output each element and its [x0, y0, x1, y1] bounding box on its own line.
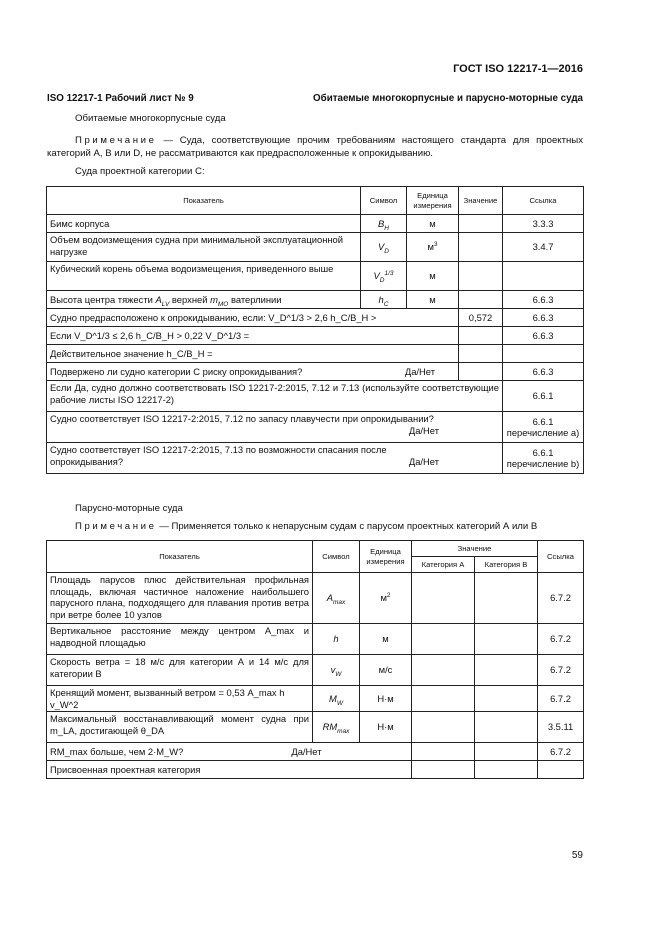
row-ref: 6.6.1 перечисление а)	[503, 412, 584, 443]
row-label: Присвоенная проектная категория	[47, 761, 412, 779]
row-ref: 6.6.3	[503, 327, 584, 345]
row-value-cell[interactable]	[459, 363, 503, 381]
note-text: — Суда, соответствующие прочим требованиям настоящего стандарта для проектных категорий А, В или D, не рассматриваются как предрасположенные к опрокидыванию.	[47, 135, 583, 159]
row-value-a-cell[interactable]	[412, 743, 475, 761]
row-unit: $м^3$	[407, 233, 459, 262]
multihull-table	[46, 186, 584, 474]
table-row	[47, 215, 584, 233]
row-ref: 6.7.2	[538, 743, 584, 761]
row-label: Максимальный восстанавливающий момент судна при m_LA, достигающей θ_DA	[47, 712, 313, 743]
row-value-b-cell[interactable]	[475, 712, 538, 743]
section-title: Обитаемые многокорпусные и парусно-моторные суда	[313, 93, 583, 104]
row-unit: м	[407, 291, 459, 309]
row-ref: 3.3.3	[503, 215, 584, 233]
row-value-b-cell[interactable]	[475, 743, 538, 761]
row-symbol: $v_W$	[313, 655, 360, 686]
row-symbol: $h_C$	[361, 291, 407, 309]
note-text: — Применяется только к непарусным судам с парусом проектных категорий А или В	[156, 521, 538, 532]
row-unit: м	[407, 215, 459, 233]
row-unit: Н·м	[360, 712, 412, 743]
row-symbol: h	[313, 624, 360, 655]
table-row	[47, 291, 584, 309]
row-label: Бимс корпуса	[47, 215, 361, 233]
row-value-b-cell[interactable]	[475, 655, 538, 686]
row-symbol: $V_D$	[361, 233, 407, 262]
table-row	[47, 761, 584, 779]
row-ref: 6.6.1 перечисление b)	[503, 443, 584, 474]
motorsail-heading: Парусно-моторные суда	[75, 503, 183, 514]
row-ref: 6.7.2	[538, 624, 584, 655]
page-number: 59	[571, 850, 583, 861]
table-row	[47, 345, 584, 363]
row-value-cell[interactable]	[459, 327, 503, 345]
row-value-cell[interactable]	[459, 262, 503, 291]
row-ref: 6.7.2	[538, 573, 584, 624]
row-label: Действительное значение h_C/B_H =	[47, 345, 459, 363]
note-label: Примечание	[75, 521, 157, 532]
row-label: Кубический корень объема водоизмещения, приведенного выше	[47, 262, 361, 291]
col-category-b: Категория В	[475, 557, 538, 573]
table-header-row	[47, 187, 584, 215]
table-row	[47, 233, 584, 262]
table-row	[47, 443, 584, 474]
row-symbol: $V_D^{1/3}$	[361, 262, 407, 291]
row-value-b-cell[interactable]	[475, 686, 538, 712]
row-symbol: $RM_{max}$	[313, 712, 360, 743]
yes-no[interactable]: Да/Нет	[291, 745, 322, 757]
row-label: Судно соответствует ISO 12217-2:2015, 7.13 по возможности спасания после опрокидывания? Да/Нет	[47, 443, 503, 474]
multihull-heading: Обитаемые многокорпусные суда	[75, 113, 226, 124]
yes-no[interactable]: Да/Нет	[408, 455, 439, 467]
col-reference: Ссылка	[503, 187, 584, 215]
table-row	[47, 363, 584, 381]
row-ref: 3.5.11	[538, 712, 584, 743]
table-row	[47, 412, 584, 443]
note-label: Примечание	[75, 135, 157, 146]
row-unit: Н·м	[360, 686, 412, 712]
row-value-cell[interactable]	[459, 233, 503, 262]
col-unit: Единица измерения	[360, 541, 412, 573]
table-row	[47, 743, 584, 761]
motorsail-table	[46, 540, 584, 779]
row-ref: 6.6.1	[503, 381, 584, 412]
row-label: Подвержено ли судно категории С риску опрокидывания? Да/Нет	[47, 363, 459, 381]
row-symbol: $A_{max}$	[313, 573, 360, 624]
yes-no[interactable]: Да/Нет	[404, 365, 435, 377]
col-indicator: Показатель	[47, 541, 313, 573]
row-ref: 6.6.3	[503, 291, 584, 309]
table-row	[47, 327, 584, 345]
row-ref: 6.7.2	[538, 655, 584, 686]
row-value-b-cell[interactable]	[475, 761, 538, 779]
row-ref: 3.4.7	[503, 233, 584, 262]
multihull-note	[47, 134, 583, 160]
table-row	[47, 686, 584, 712]
col-value: Значение	[459, 187, 503, 215]
row-value-a-cell[interactable]	[412, 761, 475, 779]
row-value: 0,572	[459, 309, 503, 327]
col-category-a: Категория А	[412, 557, 475, 573]
table-row	[47, 573, 584, 624]
table-row	[47, 655, 584, 686]
row-label: Высота центра тяжести $A_{LV}$ верхней $m_{MO}$ ватерлинии	[47, 291, 361, 309]
row-label: Судно соответствует ISO 12217-2:2015, 7.12 по запасу плавучести при опрокидывании? Да/Нет	[47, 412, 503, 443]
row-ref	[503, 345, 584, 363]
row-value-a-cell[interactable]	[412, 573, 475, 624]
col-indicator: Показатель	[47, 187, 361, 215]
row-unit: м	[407, 262, 459, 291]
table-row	[47, 381, 584, 412]
col-symbol: Символ	[361, 187, 407, 215]
motorsail-note	[75, 521, 537, 532]
row-label: Вертикальное расстояние между центром A_max и надводной площадью	[47, 624, 313, 655]
row-label: Если V_D^1/3 ≤ 2,6 h_C/B_H > 0,22 V_D^1/3 =	[47, 327, 459, 345]
row-symbol: $M_W$	[313, 686, 360, 712]
row-value-cell[interactable]	[459, 345, 503, 363]
category-line: Суда проектной категории С:	[75, 166, 205, 177]
row-label: Судно предрасположено к опрокидыванию, если: V_D^1/3 > 2,6 h_C/B_H >	[47, 309, 459, 327]
row-label: Кренящий момент, вызванный ветром = 0,53 A_max h v_W^2	[47, 686, 313, 712]
table-header-row	[47, 541, 584, 557]
table-row	[47, 262, 584, 291]
row-value-cell[interactable]	[459, 291, 503, 309]
row-label: Скорость ветра = 18 м/с для категории А и 14 м/с для категории В	[47, 655, 313, 686]
row-value-a-cell[interactable]	[412, 655, 475, 686]
row-value-cell[interactable]	[459, 215, 503, 233]
col-unit: Единица измерения	[407, 187, 459, 215]
row-ref: 6.6.3	[503, 363, 584, 381]
row-value-b-cell[interactable]	[475, 624, 538, 655]
col-reference: Ссылка	[538, 541, 584, 573]
table-row	[47, 712, 584, 743]
row-value-a-cell[interactable]	[412, 624, 475, 655]
col-symbol: Символ	[313, 541, 360, 573]
row-ref: 6.6.3	[503, 309, 584, 327]
row-value-a-cell[interactable]	[412, 712, 475, 743]
standard-id: ГОСТ ISO 12217-1—2016	[453, 63, 583, 75]
row-ref: 6.7.2	[538, 686, 584, 712]
yes-no[interactable]: Да/Нет	[408, 424, 439, 436]
table-row	[47, 309, 584, 327]
row-ref	[538, 761, 584, 779]
row-label: Объем водоизмещения судна при минимальной эксплуатационной нагрузке	[47, 233, 361, 262]
row-label: Если Да, судно должно соответствовать ISO 12217-2:2015, 7.12 и 7.13 (используйте соответствующие рабочие листы ISO 12217-2)	[47, 381, 503, 412]
row-unit: $м^2$	[360, 573, 412, 624]
row-label: RM_max больше, чем 2·M_W? Да/Нет	[47, 743, 412, 761]
row-symbol: $B_H$	[361, 215, 407, 233]
row-unit: м/с	[360, 655, 412, 686]
col-value: Значение	[412, 541, 538, 557]
row-label: Площадь парусов плюс действительная профильная площадь, включая частичное наложение наибольшего парусного плана, подходящего для плавания против ветра при ветре более 10 узлов	[47, 573, 313, 624]
table-row	[47, 624, 584, 655]
row-value-b-cell[interactable]	[475, 573, 538, 624]
row-value-a-cell[interactable]	[412, 686, 475, 712]
worksheet-title: ISO 12217-1 Рабочий лист № 9	[47, 93, 194, 104]
row-ref	[503, 262, 584, 291]
row-unit: м	[360, 624, 412, 655]
